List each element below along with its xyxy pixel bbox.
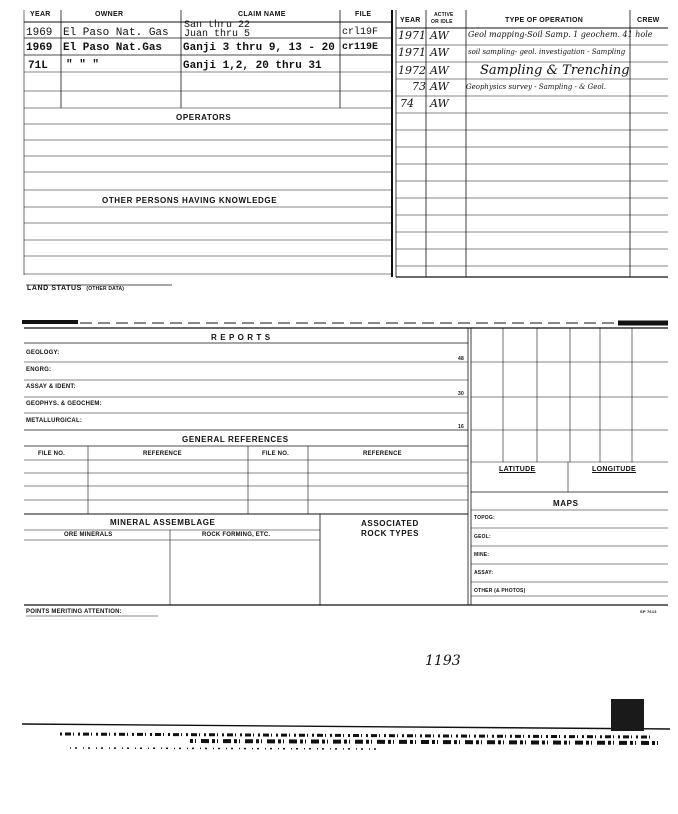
activity-row-3-status: AW (430, 64, 449, 77)
report-geophys: GEOPHYS. & GEOCHEM: (26, 401, 102, 407)
activity-row-4-op: Geophysics survey - Sampling - & Geol. (466, 83, 607, 91)
header-file: FILE (355, 11, 372, 18)
handwritten-number: 1193 (425, 653, 461, 669)
activity-header-active-1: ACTIVE (434, 12, 454, 18)
owner-row-1-file: crl19F (342, 27, 379, 38)
report-geology-num: 48 (458, 356, 464, 362)
ore-minerals-label: ORE MINERALS (64, 532, 113, 538)
activity-row-2-year: 1971 (398, 46, 426, 59)
longitude-label: LONGITUDE (592, 466, 636, 473)
owner-row-1-claim-top: San thru 22 (184, 20, 251, 31)
general-references-title: GENERAL REFERENCES (182, 435, 289, 444)
form-number: SP 7613 (640, 609, 657, 614)
scan-mark (611, 699, 644, 731)
report-assay: ASSAY & IDENT: (26, 384, 76, 390)
ref-col-file-no-2: FILE NO. (262, 451, 289, 457)
activity-row-5-year: 74 (400, 97, 414, 110)
activity-row-3-year: 1972 (398, 64, 426, 77)
header-claim-name: CLAIM NAME (238, 11, 286, 18)
land-status (27, 277, 124, 295)
ref-col-reference-2: REFERENCE (363, 451, 402, 457)
activity-header-type: TYPE OF OPERATION (505, 17, 584, 24)
map-topog: TOPOG: (474, 515, 495, 521)
activity-row-3-op: Sampling & Trenching (480, 63, 630, 78)
owner-row-1-year: 1969 (26, 27, 53, 39)
mineral-assemblage-title: MINERAL ASSEMBLAGE (110, 518, 216, 527)
owner-row-3-owner: " " " (66, 59, 100, 71)
report-metallurgical: METALLURGICAL: (26, 418, 83, 424)
activity-header-crew: CREW (637, 17, 660, 24)
associated-label-2: ROCK TYPES (361, 529, 420, 538)
ref-col-file-no-1: FILE NO. (38, 451, 65, 457)
map-geol: GEOL: (474, 534, 491, 540)
report-assay-num: 30 (458, 391, 464, 397)
activity-row-2-status: AW (430, 46, 449, 59)
report-metallurgical-num: 16 (458, 424, 464, 430)
activity-row-2-op: soil sampling- geol. investigation - Sampling (468, 48, 626, 56)
activity-row-1-status: AW (430, 29, 449, 42)
owner-row-3-year: 71L (28, 60, 48, 72)
rock-forming-label: ROCK FORMING, ETC. (202, 532, 271, 538)
ref-col-reference-1: REFERENCE (143, 451, 182, 457)
land-status-label: LAND STATUS (27, 285, 82, 292)
header-year: YEAR (30, 11, 51, 18)
activity-row-4-status: AW (430, 80, 449, 93)
operators-title: OPERATORS (176, 113, 232, 122)
report-geology: GEOLOGY: (26, 350, 60, 356)
report-engrg: ENGRG: (26, 367, 52, 373)
activity-row-4-year: 73 (412, 80, 426, 93)
map-other: OTHER (& PHOTOS) (474, 588, 526, 594)
header-owner: OWNER (95, 11, 124, 18)
activity-header-active-2: OR IDLE (431, 19, 453, 25)
owner-row-2-year: 1969 (26, 42, 53, 54)
activity-row-1-op: Geol mapping-Soil Samp. 1 geochem. 41 hole (468, 30, 653, 39)
owner-row-3-claim: Ganji 1,2, 20 thru 31 (183, 60, 322, 72)
activity-row-1-year: 1971 (398, 29, 426, 42)
map-assay: ASSAY: (474, 570, 494, 576)
owner-row-2-file: cr119E (342, 42, 379, 53)
associated-label-1: ASSOCIATED (361, 519, 419, 528)
owner-row-1-claim-bottom: Juan thru 5 (184, 29, 251, 40)
owner-row-2-claim: Ganji 3 thru 9, 13 - 20 (183, 42, 335, 54)
activity-header-year: YEAR (400, 17, 421, 24)
owner-row-2-owner: El Paso Nat.Gas (63, 42, 163, 54)
owner-row-1-owner: El Paso Nat. Gas (63, 27, 169, 39)
land-status-sub: (OTHER DATA) (86, 286, 125, 292)
latitude-label: LATITUDE (499, 466, 536, 473)
activity-row-5-status: AW (430, 97, 449, 110)
other-persons-title: OTHER PERSONS HAVING KNOWLEDGE (102, 196, 278, 205)
map-mine: MINE: (474, 552, 490, 558)
reports-title: R E P O R T S (211, 333, 271, 342)
maps-title: MAPS (553, 499, 579, 508)
points-meriting-attention: POINTS MERITING ATTENTION: (26, 609, 122, 615)
